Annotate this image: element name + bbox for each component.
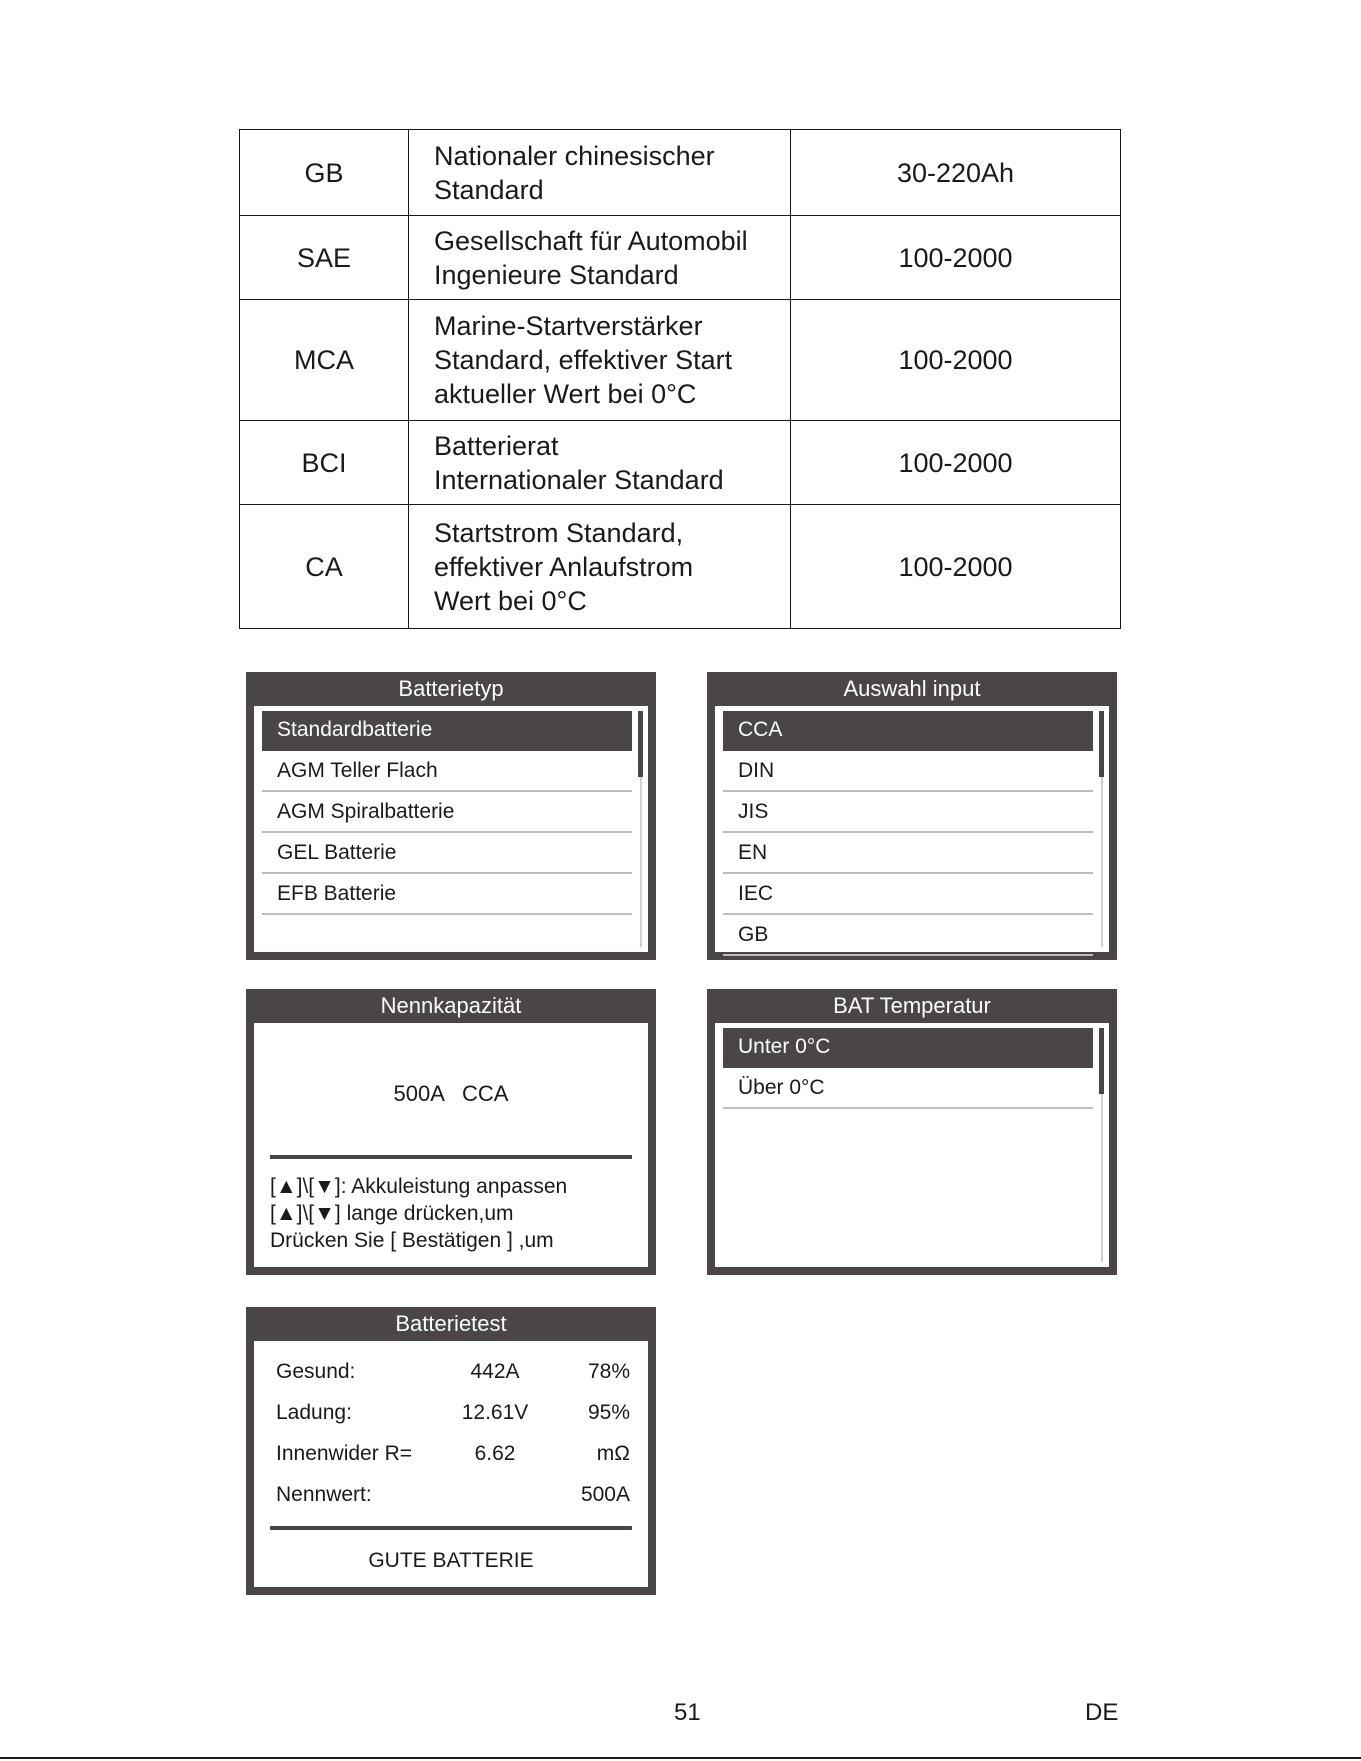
hint-line: [▲]\[▼]: Akkuleistung anpassen <box>270 1175 568 1198</box>
table-row <box>240 505 1121 629</box>
temperature-screen <box>707 989 1117 1275</box>
row-extra: 78% <box>587 1360 630 1383</box>
menu-item-en[interactable]: EN <box>723 834 1093 874</box>
row-value: 6.62 <box>474 1442 516 1465</box>
screen-title: Auswahl input <box>843 676 981 701</box>
divider <box>270 1526 632 1530</box>
battery-type-menu <box>262 711 632 916</box>
capacity-value: 500A CCA <box>393 1081 509 1106</box>
table-row <box>240 421 1121 505</box>
test-row-health <box>276 1351 630 1392</box>
screen-title: BAT Temperatur <box>833 993 991 1018</box>
battery-type-screen <box>246 672 656 960</box>
input-select-menu <box>723 711 1093 957</box>
language-code: DE <box>1085 1699 1119 1726</box>
test-row-resistance <box>276 1433 630 1474</box>
standard-description: Marine-Startverstärker Standard, effektiver Start aktueller Wert bei 0°C <box>409 300 791 421</box>
menu-item-standard[interactable]: Standardbatterie <box>262 711 632 751</box>
standard-description: Gesellschaft für Automobil Ingenieure Standard <box>409 216 791 300</box>
test-result-status: GUTE BATTERIE <box>368 1549 534 1572</box>
scrollbar-thumb[interactable] <box>638 711 643 777</box>
menu-item-gb[interactable]: GB <box>723 916 1093 956</box>
row-extra: 500A <box>580 1483 630 1506</box>
table-row <box>240 300 1121 421</box>
screen-title: Nennkapazität <box>380 993 522 1018</box>
standard-code: MCA <box>240 300 409 421</box>
menu-item-din[interactable]: DIN <box>723 752 1093 792</box>
scrollbar-thumb[interactable] <box>1099 1028 1104 1094</box>
menu-item-cca[interactable]: CCA <box>723 711 1093 751</box>
row-extra: mΩ <box>596 1442 630 1465</box>
menu-item-iec[interactable]: IEC <box>723 875 1093 915</box>
temperature-menu <box>723 1028 1093 1110</box>
row-value: 12.61V <box>461 1401 529 1424</box>
test-results <box>276 1351 630 1515</box>
row-label: Gesund: <box>276 1360 356 1383</box>
menu-item-above-zero[interactable]: Über 0°C <box>723 1069 1093 1109</box>
table-row <box>240 130 1121 216</box>
menu-item-jis[interactable]: JIS <box>723 793 1093 833</box>
menu-item-agm-flat[interactable]: AGM Teller Flach <box>262 752 632 792</box>
standard-code: CA <box>240 505 409 629</box>
standard-range: 100-2000 <box>791 505 1121 629</box>
standard-description: Startstrom Standard, effektiver Anlaufstrom Wert bei 0°C <box>409 505 791 629</box>
table-row <box>240 216 1121 300</box>
standard-range: 30-220Ah <box>791 130 1121 216</box>
standard-description: Batterierat Internationaler Standard <box>409 421 791 505</box>
standard-range: 100-2000 <box>791 216 1121 300</box>
battery-test-screen <box>246 1307 656 1595</box>
menu-item-gel[interactable]: GEL Batterie <box>262 834 632 874</box>
standard-range: 100-2000 <box>791 300 1121 421</box>
row-label: Innenwider R= <box>276 1442 412 1465</box>
test-row-rated <box>276 1474 630 1515</box>
standard-code: GB <box>240 130 409 216</box>
test-row-charge <box>276 1392 630 1433</box>
hint-line: Drücken Sie [ Bestätigen ] ,um <box>270 1229 554 1252</box>
standard-range: 100-2000 <box>791 421 1121 505</box>
page-bottom-rule <box>0 1757 1361 1759</box>
screen-title: Batterietest <box>395 1311 507 1336</box>
divider <box>270 1155 632 1159</box>
capacity-screen <box>246 989 656 1275</box>
menu-item-agm-spiral[interactable]: AGM Spiralbatterie <box>262 793 632 833</box>
row-extra: 95% <box>587 1401 630 1424</box>
input-select-screen <box>707 672 1117 960</box>
standard-code: SAE <box>240 216 409 300</box>
capacity-hints <box>270 1173 567 1254</box>
row-label: Nennwert: <box>276 1483 372 1506</box>
menu-item-efb[interactable]: EFB Batterie <box>262 875 632 915</box>
page-number: 51 <box>674 1699 701 1726</box>
standard-description: Nationaler chinesischer Standard <box>409 130 791 216</box>
hint-line: [▲]\[▼] lange drücken,um <box>270 1202 514 1225</box>
standard-code: BCI <box>240 421 409 505</box>
scrollbar-thumb[interactable] <box>1099 711 1104 777</box>
screen-title: Batterietyp <box>398 676 504 701</box>
battery-standards-table <box>239 129 1121 629</box>
row-value: 442A <box>470 1360 520 1383</box>
menu-item-below-zero[interactable]: Unter 0°C <box>723 1028 1093 1068</box>
row-label: Ladung: <box>276 1401 352 1424</box>
